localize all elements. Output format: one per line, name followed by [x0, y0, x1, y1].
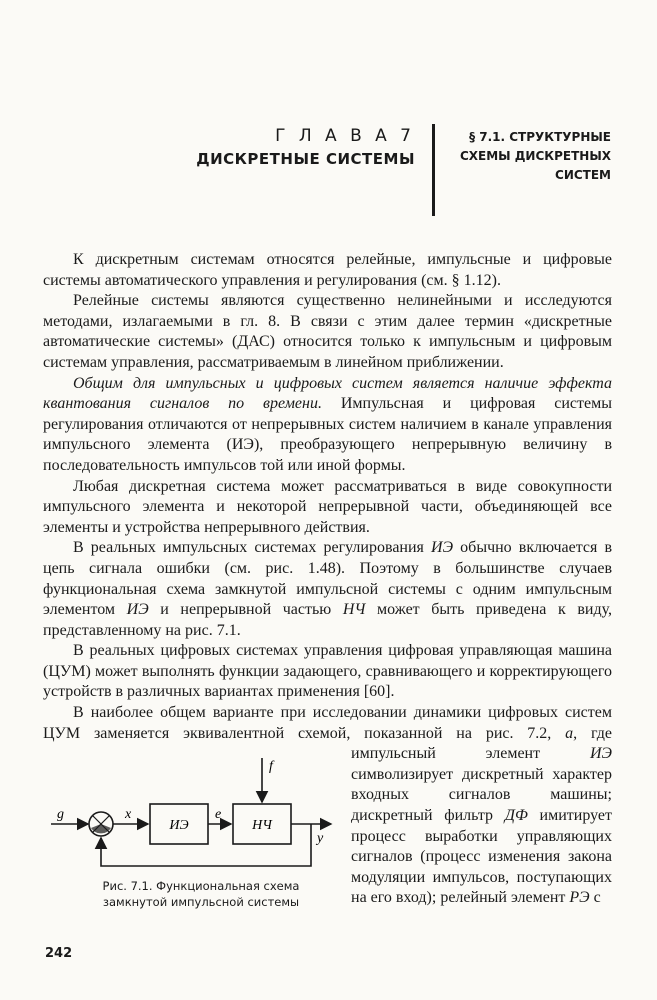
symbol-a: а — [565, 724, 574, 742]
paragraph: Релейные системы являются существенно нелинейными и исследуются методами, излагаемыми в гл. 8. В связи с этим далее термин «дискретные автоматические системы» (ДАС) относится только к импульсным и цифровым системам управления, рассматриваемым в линейном приближении. — [43, 292, 612, 371]
label-g: g — [57, 807, 64, 823]
paragraph — [43, 538, 612, 641]
chapter-title: ДИСКРЕТНЫЕ СИСТЕМЫ — [196, 150, 415, 168]
text-span: с — [589, 889, 601, 907]
text-span: обычно включается в цепь сигнала ошибки (см. рис. 1.48). Поэтому в большинстве случаев функциональная схема замкнутой импульсной системы с одним импульсным элементом — [43, 539, 613, 619]
paragraph: В реальных цифровых системах управления цифровая управляющая машина (ЦУМ) может выполнять функции задающего, сравнивающего и корректирующего устройств в различных вариантах применения [60]. — [43, 642, 612, 701]
symbol-nch: НЧ — [342, 601, 366, 619]
caption-line-2: замкнутой импульсной системы — [102, 895, 300, 910]
chapter-number: Г Л А В А 7 — [275, 126, 415, 146]
paragraph: К дискретным системам относятся релейные, импульсные и цифровые системы автоматического управления и регулирования (см. § 1.12). — [43, 251, 612, 289]
section-title — [440, 128, 611, 185]
text-span: символизирует дискретный характер входных сигналов машины; дискретный фильтр — [351, 765, 612, 825]
page-number: 242 — [45, 946, 73, 961]
text-span: В наиболее общем варианте при исследовании динамики цифровых систем ЦУМ заменяется эквивалентной схемой, показанной на — [43, 704, 612, 742]
heading-divider — [432, 124, 435, 216]
italic-statement: Общим для импульсных и цифровых систем является наличие эффекта квантования сигналов по времени. — [43, 374, 612, 413]
text-span: и непрерывной частью — [148, 601, 343, 619]
label-ie: ИЭ — [169, 818, 189, 834]
label-f: f — [269, 759, 273, 775]
symbol-ie: ИЭ — [126, 601, 149, 619]
text-span: рис. 7.2, — [485, 724, 566, 742]
text-span: может быть приведена к виду, представленному на рис. 7.1. — [43, 601, 612, 639]
paragraph — [43, 374, 612, 477]
text-span: В реальных импульсных системах регулирования — [73, 539, 432, 557]
paragraph: Любая дискретная система может рассматриваться в виде совокупности импульсного элемента и некоторой непрерывной части, объединяющей все элементы и устройства непрерывного действия. — [43, 477, 612, 536]
section-title-line-3: СИСТЕМ — [555, 168, 611, 182]
figure-caption — [56, 878, 346, 910]
text-span: имитирует процесс выработки управляющих сигналов (процесс изменения закона модуляции импульсов, поступающих на его вход); релейный элемент — [351, 807, 612, 907]
section-title-line-2: СХЕМЫ ДИСКРЕТНЫХ — [459, 149, 611, 163]
paragraph-text: Импульсная и цифровая системы регулирования отличаются от непрерывных систем наличием в канале управления импульсного элемента (ИЭ), преобразующего непрерывную величину в последовательность импульсов той или иной формы. — [43, 395, 612, 474]
feedback-line — [101, 824, 311, 866]
symbol-re: РЭ — [569, 889, 590, 907]
section-title-line-1: § 7.1. СТРУКТУРНЫЕ — [469, 130, 611, 144]
caption-line-1: Рис. 7.1. Функциональная схема — [102, 879, 300, 894]
text-span: , где импульсный элемент — [351, 724, 612, 763]
label-x: x — [125, 807, 132, 823]
symbol-ie: ИЭ — [589, 745, 612, 763]
symbol-df: ДФ — [504, 807, 528, 825]
paragraph — [43, 703, 612, 909]
label-y: y — [317, 831, 324, 847]
chapter-heading — [196, 126, 415, 168]
label-nch: НЧ — [252, 818, 272, 834]
main-text — [43, 250, 612, 911]
figure-7-1 — [43, 746, 343, 911]
label-e: e — [215, 807, 222, 823]
symbol-ie: ИЭ — [431, 539, 454, 557]
block-diagram — [43, 746, 343, 876]
